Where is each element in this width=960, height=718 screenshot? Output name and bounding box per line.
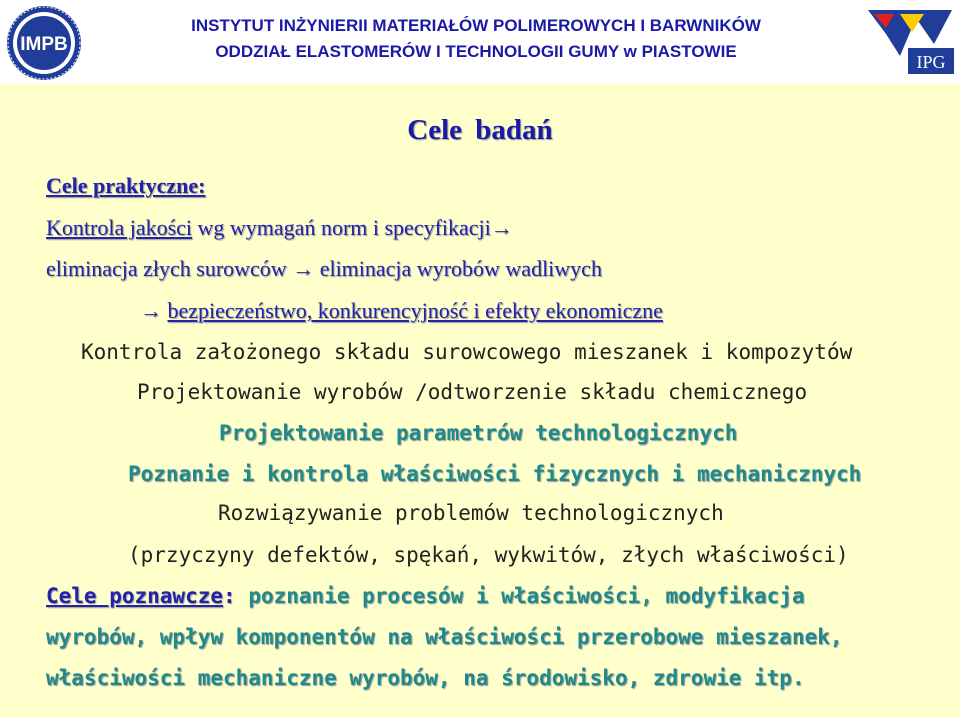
arrow-glyph: → [140,298,168,323]
practical-line-7: Poznanie i kontrola właściwości fizycznych i mechanicznych [128,462,862,486]
practical-line-8: Rozwiązywanie problemów technologicznych [218,501,724,525]
logo-right-text: IPG [916,52,946,72]
practical-line-6: Projektowanie parametrów technologicznych [219,421,738,445]
practical-line-1 [46,215,513,241]
header-institute-name: INSTYTUT INŻYNIERII MATERIAŁÓW POLIMEROWYCH I BARWNIKÓW [191,16,761,35]
header-department-name: ODDZIAŁ ELASTOMERÓW I TECHNOLOGII GUMY w PIASTOWIE [215,42,737,61]
cognitive-colon: : [223,584,249,608]
cognitive-line-1 [46,583,805,609]
quality-control-link: Kontrola jakości [46,215,193,240]
practical-line-3-text: bezpieczeństwo, konkurencyjność i efekty ekonomiczne [167,298,663,323]
practical-goals-heading: Cele praktyczne: [46,173,206,198]
header-bar [0,0,960,84]
ipg-logo-icon [864,4,956,80]
practical-line-1-rest: wg wymagań norm i specyfikacji→ [192,215,513,240]
practical-line-9: (przyczyny defektów, spękań, wykwitów, złych właściwości) [128,543,849,567]
slide-title: Cele badań [407,114,553,146]
cognitive-line-2: wyrobów, wpływ komponentów na właściwości przerobowe mieszanek, [46,625,843,649]
logo-left-text: IMPB [20,34,68,55]
cognitive-line-3: właściwości mechaniczne wyrobów, na środowisko, zdrowie itp. [46,666,805,690]
impb-logo-icon [4,4,84,82]
practical-line-2: eliminacja złych surowców → eliminacja wyrobów wadliwych [46,256,602,281]
cognitive-line-1-rest: poznanie procesów i właściwości, modyfikacja [248,584,805,608]
practical-line-3 [140,298,663,324]
practical-line-5: Projektowanie wyrobów /odtworzenie składu chemicznego [137,380,808,404]
cognitive-goals-heading: Cele poznawcze [46,584,224,608]
practical-line-4: Kontrola założonego składu surowcowego mieszanek i kompozytów [81,340,853,364]
